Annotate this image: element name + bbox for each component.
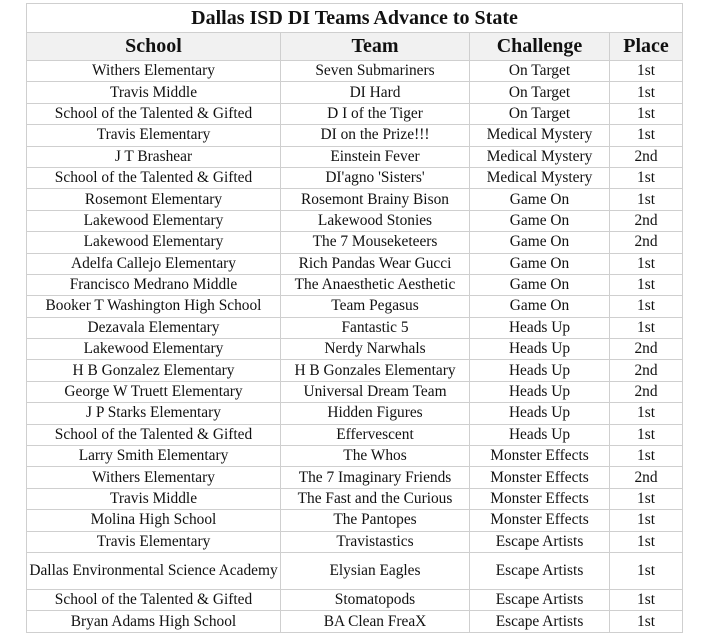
- cell-challenge: Game On: [470, 232, 610, 253]
- cell-school: Molina High School: [27, 510, 281, 531]
- cell-team: Fantastic 5: [281, 317, 470, 338]
- cell-school: Travis Middle: [27, 82, 281, 103]
- cell-school: Dallas Environmental Science Academy: [27, 552, 281, 589]
- table-row: [27, 146, 683, 167]
- header-row: [27, 33, 683, 61]
- header-place: Place: [610, 33, 683, 61]
- table-row: [27, 381, 683, 402]
- cell-team: Rosemont Brainy Bison: [281, 189, 470, 210]
- cell-challenge: Heads Up: [470, 424, 610, 445]
- cell-team: Universal Dream Team: [281, 381, 470, 402]
- cell-school: Withers Elementary: [27, 467, 281, 488]
- cell-place: 1st: [610, 589, 683, 610]
- cell-challenge: Escape Artists: [470, 611, 610, 632]
- cell-school: Bryan Adams High School: [27, 611, 281, 632]
- table-row: [27, 611, 683, 632]
- cell-school: George W Truett Elementary: [27, 381, 281, 402]
- cell-team: The Pantopes: [281, 510, 470, 531]
- cell-school: School of the Talented & Gifted: [27, 167, 281, 188]
- cell-team: Einstein Fever: [281, 146, 470, 167]
- cell-challenge: Heads Up: [470, 360, 610, 381]
- cell-place: 1st: [610, 189, 683, 210]
- table-row: [27, 446, 683, 467]
- cell-place: 2nd: [610, 467, 683, 488]
- cell-school: Travis Elementary: [27, 125, 281, 146]
- cell-school: Lakewood Elementary: [27, 210, 281, 231]
- table-row: [27, 125, 683, 146]
- cell-school: Dezavala Elementary: [27, 317, 281, 338]
- table-row: [27, 552, 683, 589]
- cell-school: J P Starks Elementary: [27, 403, 281, 424]
- cell-team: Team Pegasus: [281, 296, 470, 317]
- table-row: [27, 253, 683, 274]
- cell-school: School of the Talented & Gifted: [27, 424, 281, 445]
- header-school: School: [27, 33, 281, 61]
- cell-team: Seven Submariners: [281, 61, 470, 82]
- cell-team: DI'agno 'Sisters': [281, 167, 470, 188]
- cell-team: Effervescent: [281, 424, 470, 445]
- cell-place: 1st: [610, 82, 683, 103]
- cell-school: Withers Elementary: [27, 61, 281, 82]
- cell-school: H B Gonzalez Elementary: [27, 360, 281, 381]
- cell-place: 1st: [610, 253, 683, 274]
- cell-place: 1st: [610, 125, 683, 146]
- cell-school: Larry Smith Elementary: [27, 446, 281, 467]
- cell-place: 1st: [610, 531, 683, 552]
- cell-team: DI Hard: [281, 82, 470, 103]
- cell-school: Lakewood Elementary: [27, 339, 281, 360]
- cell-challenge: On Target: [470, 61, 610, 82]
- cell-place: 1st: [610, 296, 683, 317]
- cell-challenge: Medical Mystery: [470, 167, 610, 188]
- cell-challenge: Escape Artists: [470, 552, 610, 589]
- cell-team: BA Clean FreaX: [281, 611, 470, 632]
- cell-place: 1st: [610, 317, 683, 338]
- cell-challenge: On Target: [470, 82, 610, 103]
- cell-challenge: Monster Effects: [470, 467, 610, 488]
- cell-place: 1st: [610, 61, 683, 82]
- table-row: [27, 167, 683, 188]
- cell-team: Stomatopods: [281, 589, 470, 610]
- cell-school: Francisco Medrano Middle: [27, 274, 281, 295]
- cell-team: DI on the Prize!!!: [281, 125, 470, 146]
- cell-team: The Fast and the Curious: [281, 488, 470, 509]
- cell-challenge: Heads Up: [470, 339, 610, 360]
- table-body: [27, 61, 683, 633]
- table-row: [27, 232, 683, 253]
- cell-challenge: Heads Up: [470, 403, 610, 424]
- cell-challenge: Game On: [470, 253, 610, 274]
- cell-challenge: Monster Effects: [470, 446, 610, 467]
- cell-team: The Whos: [281, 446, 470, 467]
- cell-challenge: On Target: [470, 103, 610, 124]
- cell-place: 2nd: [610, 381, 683, 402]
- table-row: [27, 589, 683, 610]
- cell-challenge: Medical Mystery: [470, 125, 610, 146]
- table-row: [27, 103, 683, 124]
- cell-team: H B Gonzales Elementary: [281, 360, 470, 381]
- cell-place: 2nd: [610, 232, 683, 253]
- cell-school: School of the Talented & Gifted: [27, 589, 281, 610]
- cell-team: The 7 Mouseketeers: [281, 232, 470, 253]
- cell-team: Nerdy Narwhals: [281, 339, 470, 360]
- cell-school: Rosemont Elementary: [27, 189, 281, 210]
- table-row: [27, 403, 683, 424]
- cell-place: 1st: [610, 552, 683, 589]
- table-row: [27, 488, 683, 509]
- table-row: [27, 531, 683, 552]
- cell-place: 1st: [610, 103, 683, 124]
- table-row: [27, 189, 683, 210]
- cell-place: 2nd: [610, 146, 683, 167]
- cell-team: The 7 Imaginary Friends: [281, 467, 470, 488]
- cell-team: Hidden Figures: [281, 403, 470, 424]
- cell-place: 1st: [610, 488, 683, 509]
- cell-school: Booker T Washington High School: [27, 296, 281, 317]
- cell-school: J T Brashear: [27, 146, 281, 167]
- cell-school: School of the Talented & Gifted: [27, 103, 281, 124]
- table-row: [27, 510, 683, 531]
- cell-school: Adelfa Callejo Elementary: [27, 253, 281, 274]
- table-row: [27, 360, 683, 381]
- table-row: [27, 296, 683, 317]
- header-team: Team: [281, 33, 470, 61]
- table-row: [27, 424, 683, 445]
- cell-school: Travis Middle: [27, 488, 281, 509]
- cell-challenge: Heads Up: [470, 317, 610, 338]
- table-row: [27, 82, 683, 103]
- table-row: [27, 210, 683, 231]
- table-title: Dallas ISD DI Teams Advance to State: [27, 4, 683, 33]
- cell-place: 1st: [610, 510, 683, 531]
- cell-team: The Anaesthetic Aesthetic: [281, 274, 470, 295]
- cell-challenge: Game On: [470, 189, 610, 210]
- cell-challenge: Escape Artists: [470, 589, 610, 610]
- table-row: [27, 317, 683, 338]
- cell-place: 1st: [610, 403, 683, 424]
- cell-challenge: Game On: [470, 296, 610, 317]
- cell-challenge: Monster Effects: [470, 488, 610, 509]
- cell-school: Lakewood Elementary: [27, 232, 281, 253]
- table-row: [27, 339, 683, 360]
- cell-school: Travis Elementary: [27, 531, 281, 552]
- cell-place: 2nd: [610, 210, 683, 231]
- cell-team: D I of the Tiger: [281, 103, 470, 124]
- cell-challenge: Medical Mystery: [470, 146, 610, 167]
- cell-challenge: Escape Artists: [470, 531, 610, 552]
- cell-challenge: Game On: [470, 274, 610, 295]
- cell-place: 1st: [610, 274, 683, 295]
- cell-team: Elysian Eagles: [281, 552, 470, 589]
- cell-place: 1st: [610, 611, 683, 632]
- cell-team: Lakewood Stonies: [281, 210, 470, 231]
- cell-challenge: Game On: [470, 210, 610, 231]
- table-row: [27, 61, 683, 82]
- header-challenge: Challenge: [470, 33, 610, 61]
- cell-place: 1st: [610, 424, 683, 445]
- table-row: [27, 467, 683, 488]
- results-table-container: [26, 3, 682, 633]
- cell-team: Travistastics: [281, 531, 470, 552]
- cell-place: 1st: [610, 167, 683, 188]
- cell-place: 2nd: [610, 339, 683, 360]
- results-table: [26, 3, 683, 633]
- cell-team: Rich Pandas Wear Gucci: [281, 253, 470, 274]
- table-row: [27, 274, 683, 295]
- cell-place: 1st: [610, 446, 683, 467]
- cell-place: 2nd: [610, 360, 683, 381]
- cell-challenge: Monster Effects: [470, 510, 610, 531]
- cell-challenge: Heads Up: [470, 381, 610, 402]
